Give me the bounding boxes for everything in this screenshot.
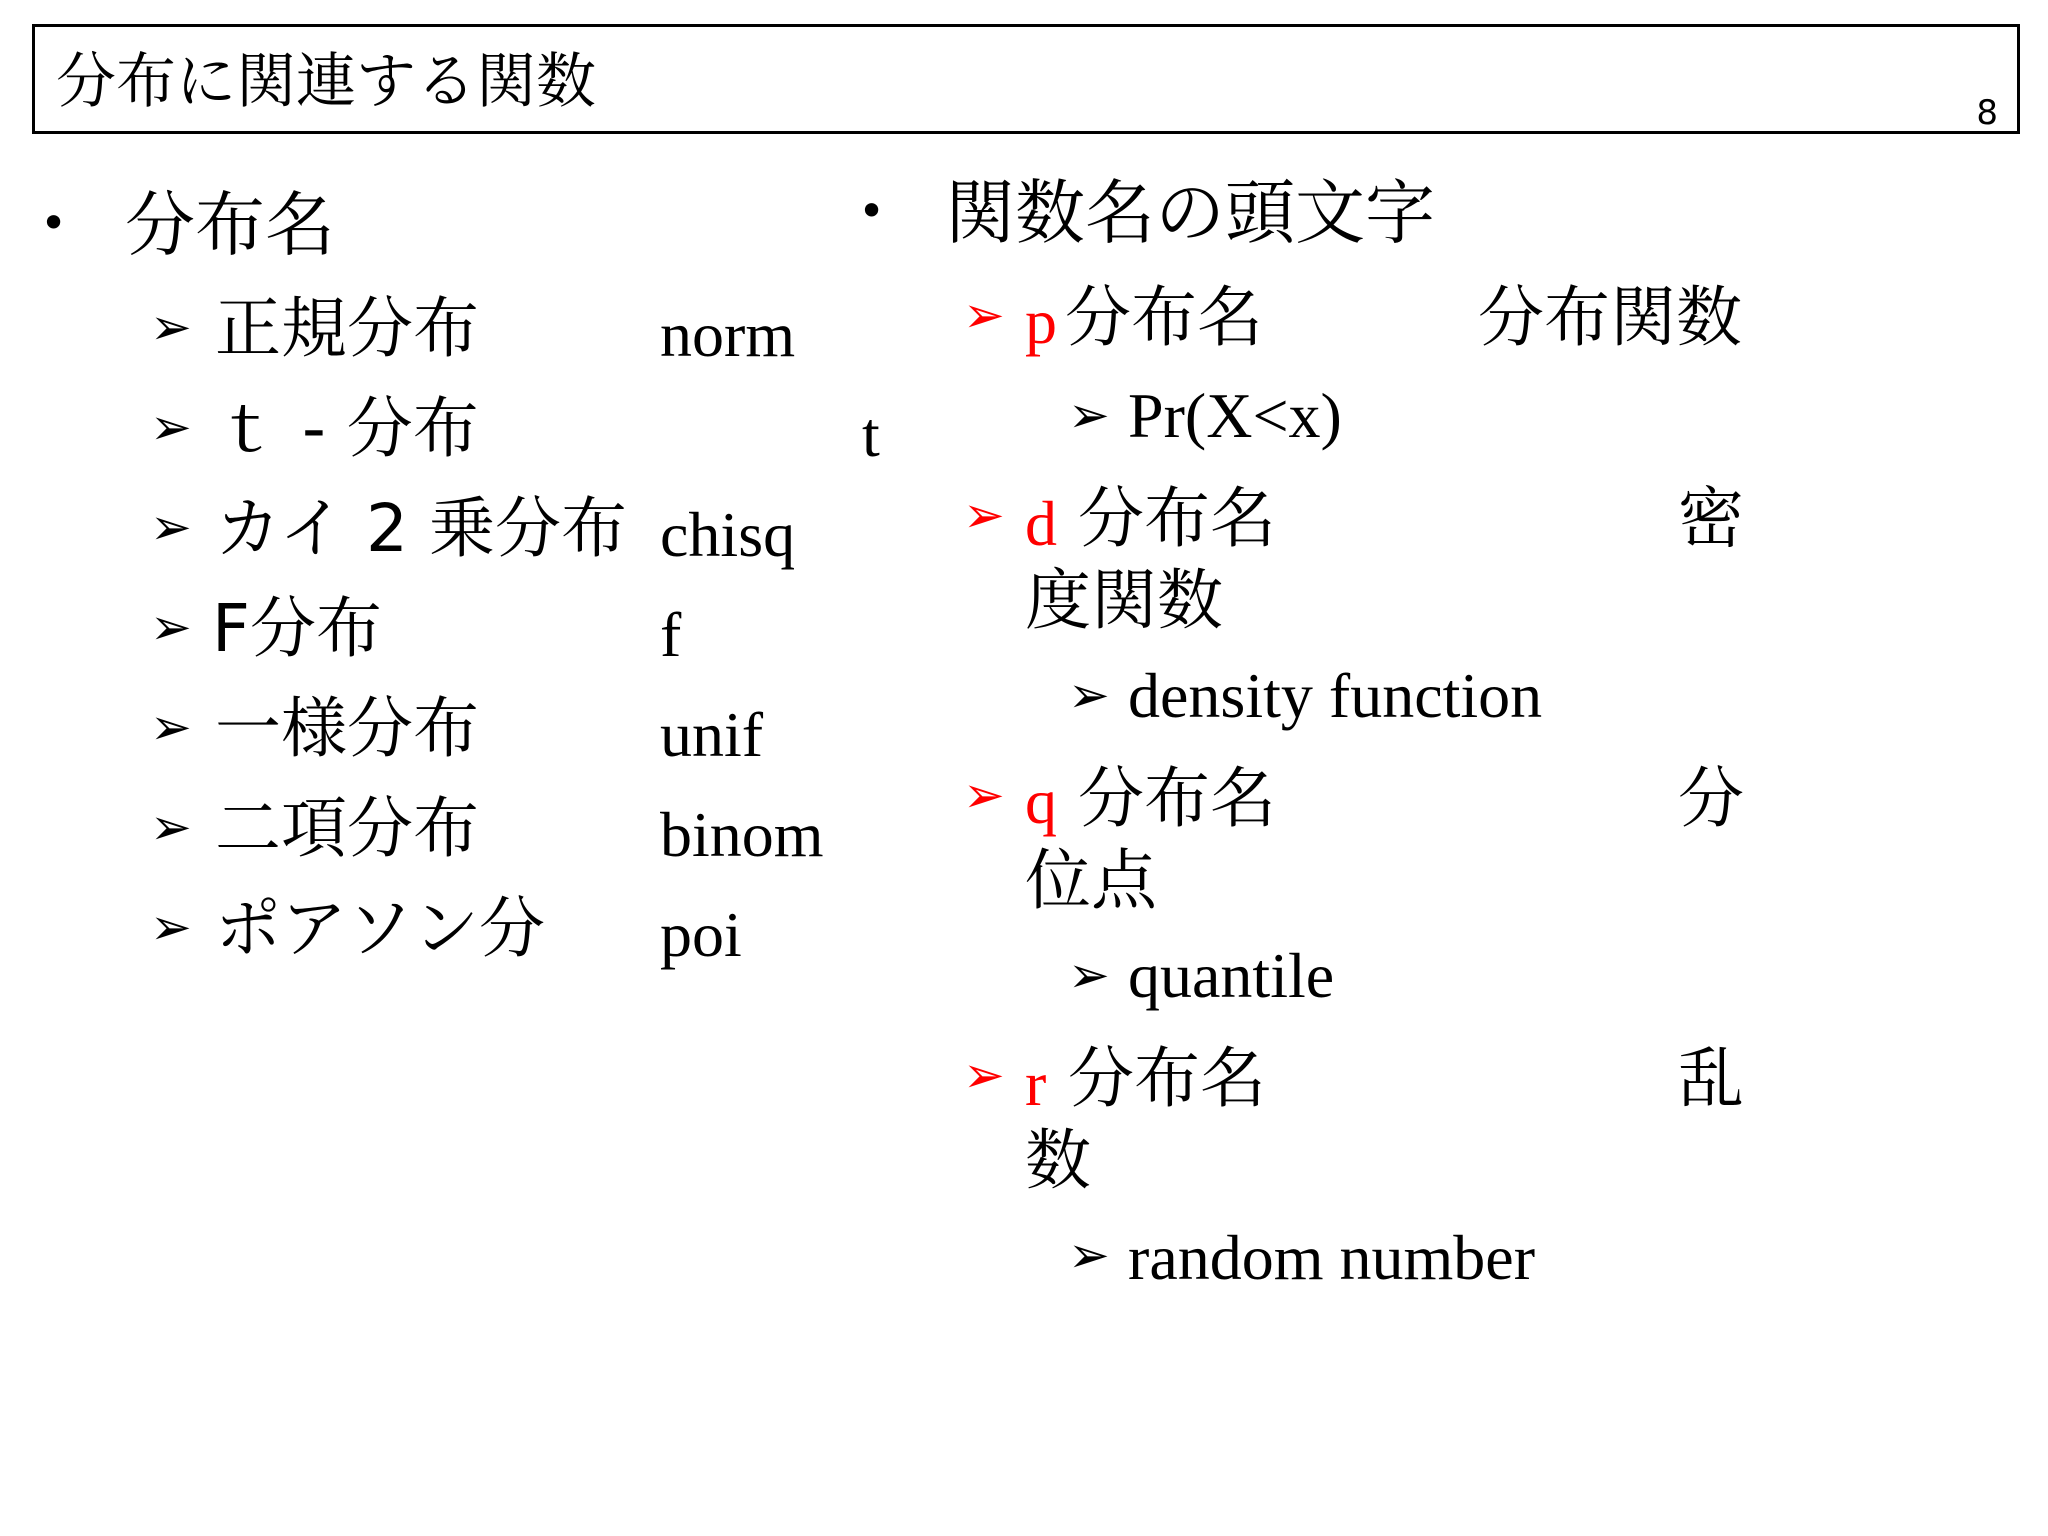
- function-meaning-cont: 度関数: [1025, 562, 1223, 639]
- arrow-icon: ➢: [1068, 1226, 1110, 1284]
- function-description: Pr(X<x): [1128, 380, 1342, 451]
- arrow-icon: ➢: [963, 486, 1005, 544]
- arrow-icon: ➢: [150, 898, 192, 956]
- function-prefix: p: [1025, 286, 1057, 357]
- function-prefix: q: [1025, 766, 1057, 837]
- distribution-code: unif: [660, 699, 764, 770]
- function-meaning-cont: 数: [1025, 1122, 1091, 1199]
- function-prefix: r: [1025, 1048, 1047, 1119]
- arrow-icon: ➢: [1068, 666, 1110, 724]
- distribution-code: binom: [660, 799, 824, 870]
- distribution-code: t: [862, 399, 880, 470]
- function-meaning-cont: 位点: [1025, 842, 1157, 919]
- distribution-name: 正規分布: [215, 290, 479, 367]
- distribution-code: f: [660, 599, 682, 670]
- arrow-icon: ➢: [150, 598, 192, 656]
- slide-number: 8: [1976, 93, 1998, 133]
- function-meaning: 分: [1678, 760, 1744, 837]
- arrow-icon: ➢: [1068, 946, 1110, 1004]
- distribution-name: ポアソン分: [215, 890, 545, 967]
- function-prefix: d: [1025, 488, 1057, 559]
- function-meaning: 密: [1678, 480, 1744, 557]
- arrow-icon: ➢: [963, 286, 1005, 344]
- function-meaning: 乱: [1678, 1040, 1744, 1117]
- distribution-name: 二項分布: [215, 790, 479, 867]
- arrow-icon: ➢: [1068, 386, 1110, 444]
- distribution-name: 一様分布: [215, 690, 479, 767]
- distribution-name: F分布: [212, 590, 382, 667]
- function-description: random number: [1128, 1222, 1535, 1293]
- distribution-code: norm: [660, 299, 796, 370]
- function-name: 分布名: [1068, 1040, 1266, 1117]
- function-description: quantile: [1128, 940, 1335, 1011]
- distribution-code: poi: [660, 899, 742, 970]
- arrow-icon: ➢: [150, 698, 192, 756]
- arrow-icon: ➢: [150, 498, 192, 556]
- function-name: 分布名: [1065, 279, 1263, 356]
- arrow-icon: ➢: [963, 766, 1005, 824]
- slide-title: 分布に関連する関数: [56, 47, 596, 117]
- function-name: 分布名: [1078, 480, 1276, 557]
- function-description: density function: [1128, 660, 1543, 731]
- arrow-icon: ➢: [150, 298, 192, 356]
- arrow-icon: ➢: [150, 398, 192, 456]
- distribution-code: chisq: [660, 499, 796, 570]
- right-heading: 関数名の頭文字: [945, 172, 1435, 254]
- bullet-icon: •: [858, 184, 886, 238]
- function-meaning: 分布関数: [1478, 279, 1742, 356]
- distribution-name: カイ 2 乗分布: [215, 490, 627, 567]
- left-heading: 分布名: [125, 184, 335, 266]
- arrow-icon: ➢: [150, 798, 192, 856]
- arrow-icon: ➢: [963, 1046, 1005, 1104]
- bullet-icon: •: [40, 196, 68, 250]
- function-name: 分布名: [1078, 760, 1276, 837]
- distribution-name: ｔ - 分布: [215, 390, 479, 467]
